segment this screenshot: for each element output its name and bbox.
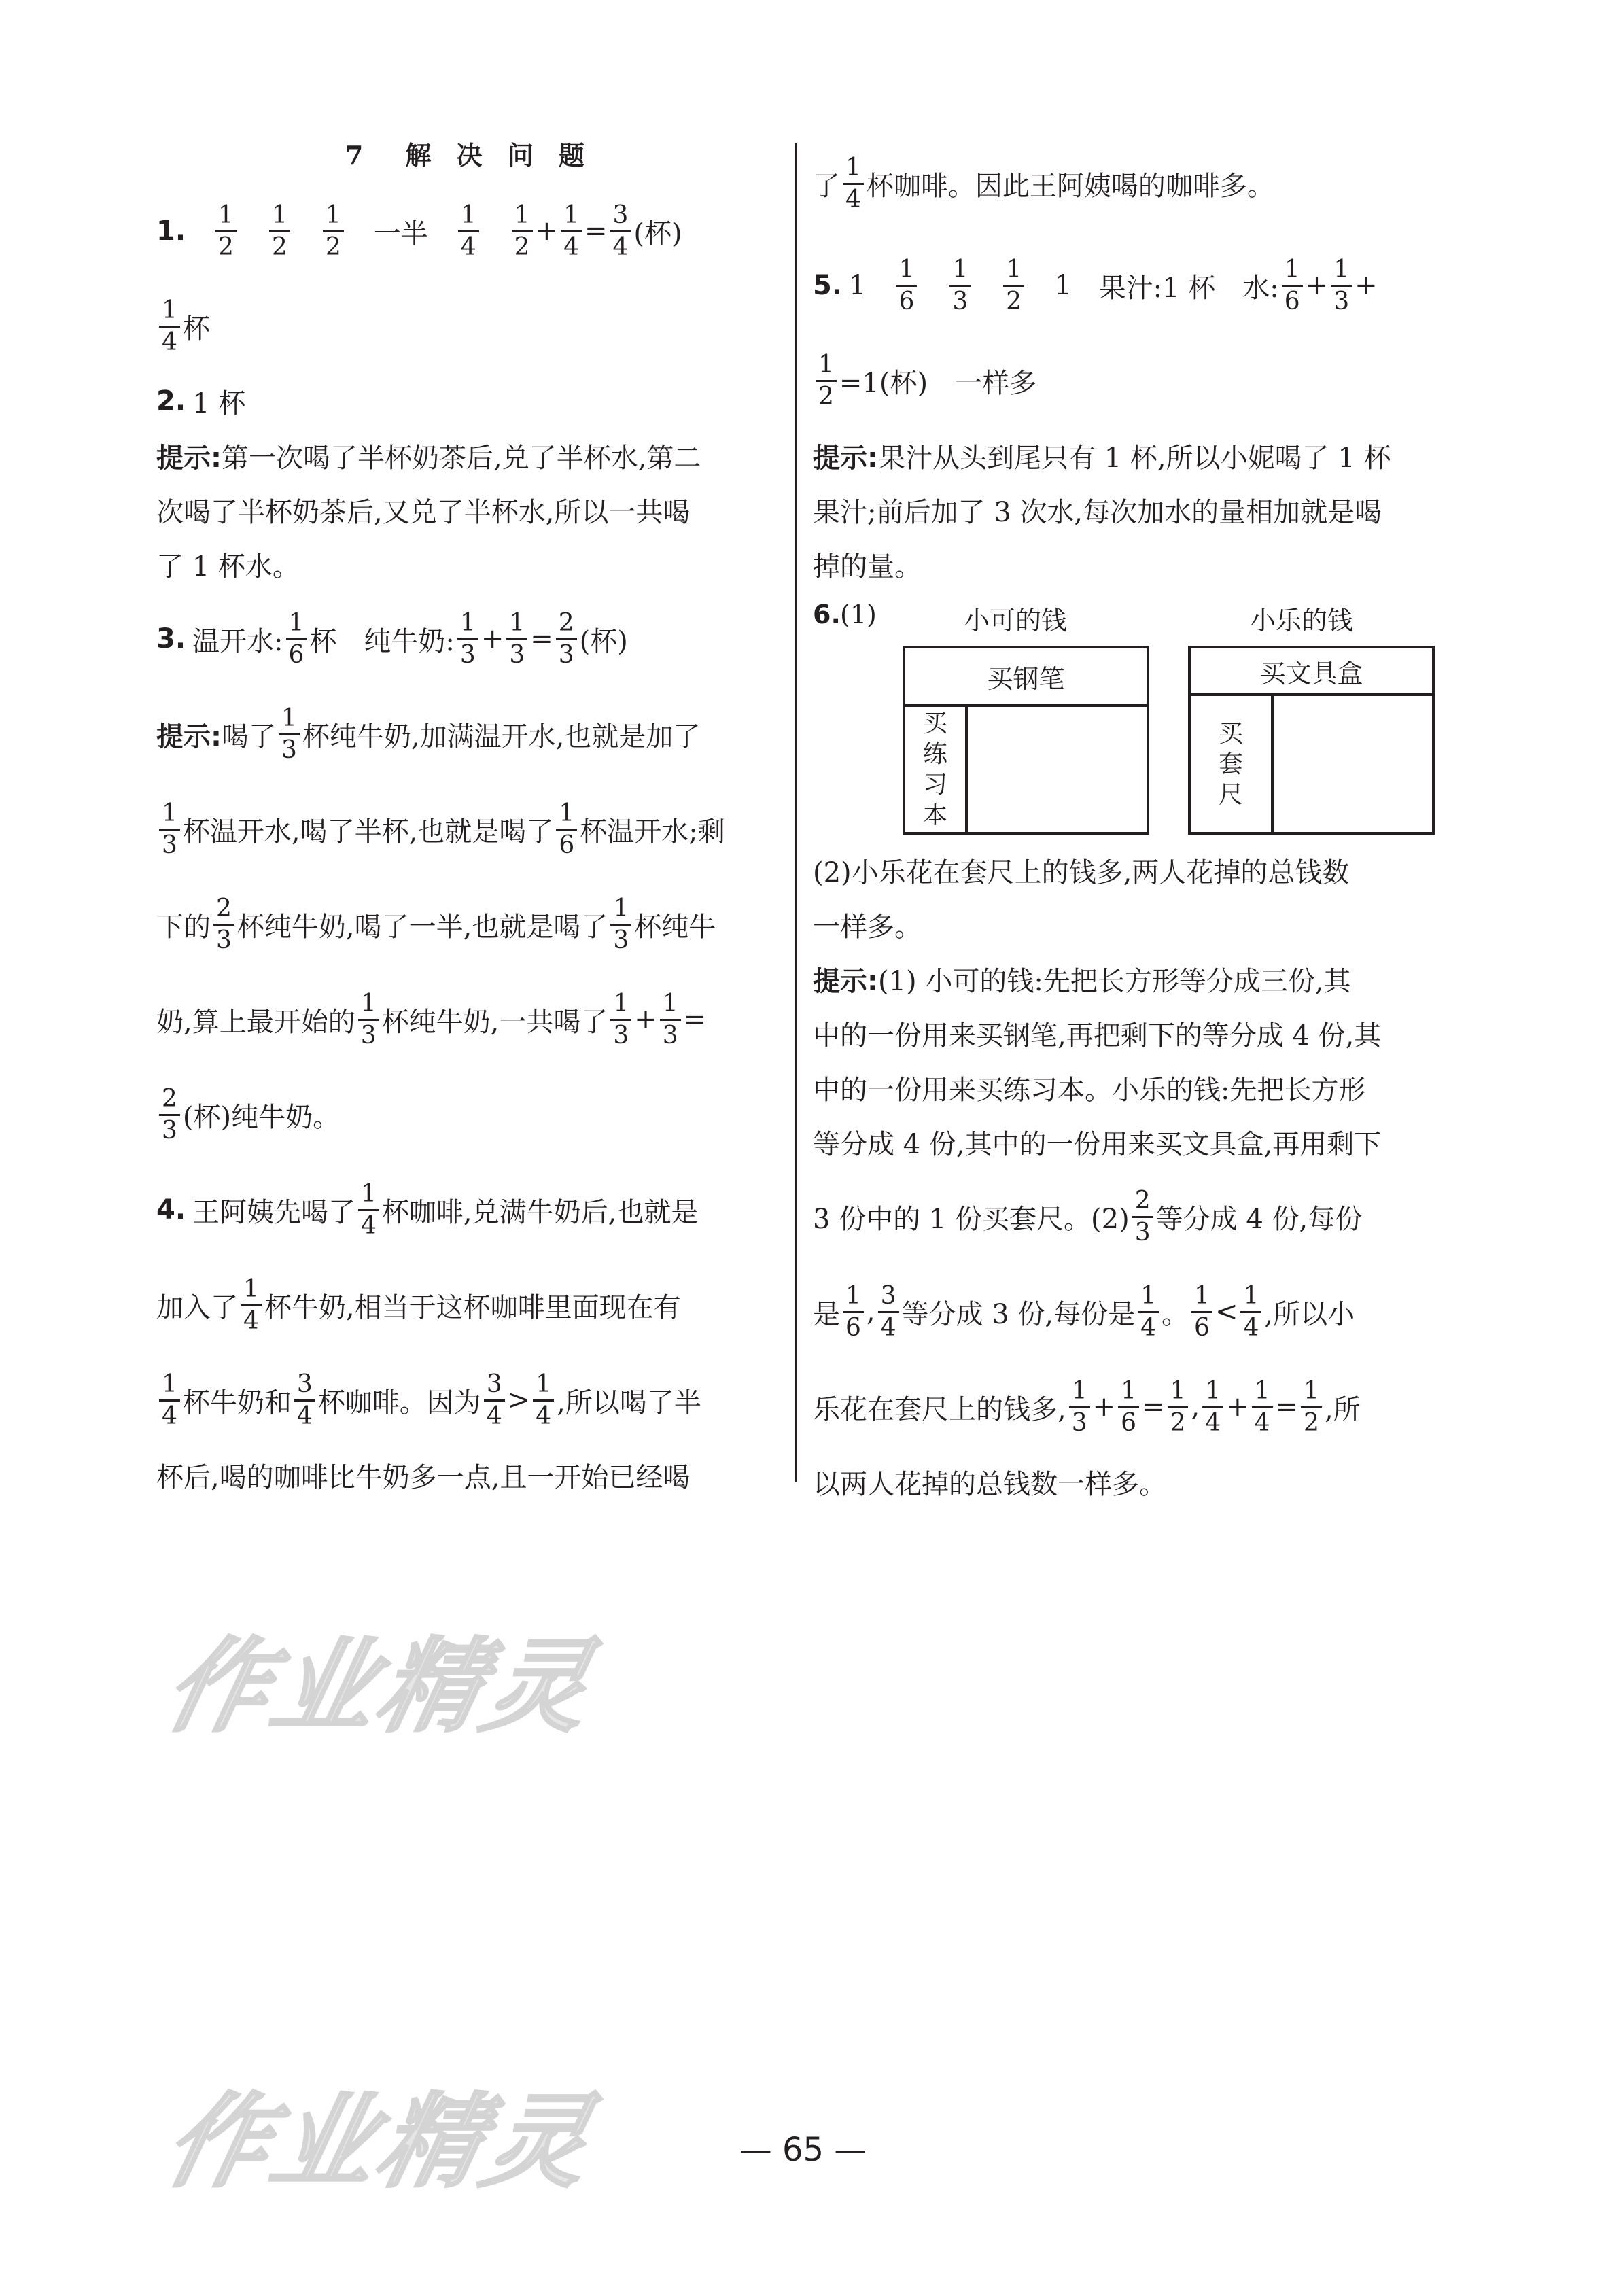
fraction: $\frac{1}{6}$ (1118, 1378, 1139, 1436)
q6-hint-1: 提示: (1) 小可的钱:先把长方形等分成三份,其 (813, 965, 1351, 997)
box-a-top: 买钢笔 (905, 648, 1147, 707)
q1-line-1: 1. $\frac{1}{2}$ $\frac{1}{2}$ $\frac{1}{2}$ 一半 $\frac{1}{4}$ $\frac{1}{2}$ + $\frac{1}{4}$ = $\frac{3}{4}$ (杯) (156, 201, 682, 261)
fraction: $\frac{1}{3}$ (457, 610, 478, 668)
fraction: $\frac{2}{3}$ (213, 896, 234, 954)
label-xiaoke: 小可的钱 (964, 606, 1068, 636)
q2-hint-2: 次喝了半杯奶茶后,又兑了半杯水,所以一共喝 (156, 496, 691, 528)
fraction: $\frac{1}{2}$ (269, 203, 290, 260)
xiaoke-rectangle (903, 646, 1149, 835)
fraction: $\frac{1}{2}$ (215, 203, 237, 260)
q5-hint-1: 提示: 果汁从头到尾只有 1 杯,所以小妮喝了 1 杯 (813, 442, 1391, 474)
fraction: $\frac{1}{2}$ (512, 203, 533, 260)
fraction: $\frac{2}{3}$ (159, 1086, 180, 1144)
q4-line-3: $\frac{1}{4}$ 杯牛奶和 $\frac{3}{4}$ 杯咖啡。因为 $\frac{3}{4}$ > $\frac{1}{4}$ ,所以喝了半 (156, 1353, 782, 1448)
fraction: $\frac{3}{4}$ (878, 1283, 899, 1341)
fraction: $\frac{1}{3}$ (159, 801, 180, 858)
q3-hint-4: 奶,算上最开始的 $\frac{1}{3}$ 杯纯牛奶,一共喝了 $\frac{1}{3}$ + $\frac{1}{3}$ = (156, 989, 707, 1049)
fraction: $\frac{1}{4}$ (533, 1372, 554, 1429)
fraction: $\frac{2}{3}$ (556, 610, 577, 668)
fraction: $\frac{1}{4}$ (843, 155, 864, 213)
q4-line-2: 加入了 $\frac{1}{4}$ 杯牛奶,相当于这杯咖啡里面现在有 (156, 1274, 681, 1335)
q2-hint-1: 提示: 第一次喝了半杯奶茶后,兑了半杯水,第二 (156, 442, 701, 474)
q3-hint-3: 下的 $\frac{2}{3}$ 杯纯牛奶,喝了一半,也就是喝了 $\frac{1}{3}$ 杯纯牛 (156, 894, 716, 954)
page-number: — 65 — (739, 2131, 867, 2169)
q5-hint-3: 掉的量。 (813, 551, 922, 582)
q4-line-5: 了 $\frac{1}{4}$ 杯咖啡。因此王阿姨喝的咖啡多。 (813, 153, 1274, 213)
left-column (156, 122, 782, 1502)
q4-line-1: 4. 王阿姨先喝了 $\frac{1}{4}$ 杯咖啡,兑满牛奶后,也就是 (156, 1179, 699, 1240)
q6-hint-3: 中的一份用来买练习本。小乐的钱:先把长方形 (813, 1074, 1366, 1106)
fraction: $\frac{1}{4}$ (159, 298, 180, 355)
q1-line-2: $\frac{1}{4}$ 杯 (156, 279, 782, 374)
q5-hint-2: 果汁;前后加了 3 次水,每次加水的量相加就是喝 (813, 496, 1382, 528)
fraction: $\frac{1}{4}$ (1202, 1378, 1223, 1436)
q6-hint-8: 以两人花掉的总钱数一样多。 (813, 1468, 1166, 1500)
fraction: $\frac{1}{2}$ (1168, 1378, 1189, 1436)
fraction: $\frac{1}{3}$ (949, 257, 971, 315)
q2-hint-3: 了 1 杯水。 (156, 551, 300, 582)
fraction: $\frac{1}{2}$ (816, 352, 837, 410)
fraction: $\frac{1}{3}$ (610, 896, 631, 954)
section-title: 7 解 决 问 题 (345, 139, 593, 171)
q3-hint-2: $\frac{1}{3}$ 杯温开水,喝了半杯,也就是喝了 $\frac{1}{6}$ 杯温开水;剩 (156, 782, 782, 877)
q6-diagrams: 6. (1) 小可的钱 小乐的钱 买钢笔 买 练 习 本 买文具盒 买 套 尺 (813, 591, 1438, 843)
q6-answer-2: 一样多。 (813, 911, 922, 943)
fraction: $\frac{2}{3}$ (1132, 1188, 1153, 1246)
fraction: $\frac{1}{2}$ (323, 203, 344, 260)
fraction: $\frac{1}{2}$ (1003, 257, 1024, 315)
fraction: $\frac{3}{4}$ (294, 1372, 315, 1429)
q2-answer: 2. 1 杯 (156, 385, 246, 419)
fraction: $\frac{1}{4}$ (241, 1276, 262, 1334)
fraction: $\frac{1}{3}$ (506, 610, 527, 668)
fraction: $\frac{1}{4}$ (1240, 1283, 1261, 1341)
box-b-top: 买文具盒 (1191, 648, 1432, 696)
q5-line-2: $\frac{1}{2}$ =1(杯) 一样多 (813, 333, 1438, 428)
fraction: $\frac{1}{4}$ (1252, 1378, 1273, 1436)
q3-hint-5: $\frac{2}{3}$ (杯)纯牛奶。 (156, 1067, 782, 1162)
fraction: $\frac{1}{6}$ (896, 257, 917, 315)
fraction: $\frac{3}{4}$ (610, 203, 631, 260)
fraction: $\frac{1}{6}$ (286, 610, 307, 668)
fraction: $\frac{1}{3}$ (358, 991, 379, 1049)
fraction: $\frac{1}{4}$ (358, 1181, 379, 1239)
q4-line-4: 杯后,喝的咖啡比牛奶多一点,且一开始已经喝 (156, 1461, 691, 1493)
q3-hint-1: 提示: 喝了 $\frac{1}{3}$ 杯纯牛奶,加满温开水,也就是加了 (156, 703, 701, 764)
q3-answer: 3. 温开水: $\frac{1}{6}$ 杯 纯牛奶: $\frac{1}{3}$ + $\frac{1}{3}$ = $\frac{2}{3}$ (杯) (156, 608, 628, 669)
fraction: $\frac{1}{6}$ (1191, 1283, 1212, 1341)
watermark-bottom: 作业精灵 (155, 2083, 605, 2202)
fraction: $\frac{1}{6}$ (1282, 257, 1303, 315)
q5-line-1: 5. 1 $\frac{1}{6}$ $\frac{1}{3}$ $\frac{1}{2}$ 1 果汁:1 杯 水: $\frac{1}{6}$ + $\frac{1}{3}$ + (813, 255, 1378, 315)
fraction: $\frac{1}{4}$ (561, 203, 582, 260)
fraction: $\frac{1}{4}$ (159, 1372, 180, 1429)
fraction: $\frac{1}{2}$ (1301, 1378, 1322, 1436)
watermark-top: 作业精灵 (155, 1628, 605, 1746)
fraction: $\frac{1}{6}$ (843, 1283, 864, 1341)
fraction: $\frac{1}{3}$ (610, 991, 631, 1049)
right-column (813, 136, 1438, 1509)
box-a-side: 买 练 习 本 (905, 707, 968, 832)
q6-hint-6: 是 $\frac{1}{6}$ , $\frac{3}{4}$ 等分成 3 份,每份是 $\frac{1}{4}$ 。 $\frac{1}{6}$ < $\frac{1}{4}$ ,所以小 (813, 1281, 1355, 1342)
q6-hint-7: 乐花在套尺上的钱多, $\frac{1}{3}$ + $\frac{1}{6}$ = $\frac{1}{2}$ , $\frac{1}{4}$ + $\frac{1}{4}$ = $\frac{1}{2}$ ,所 (813, 1376, 1361, 1437)
fraction: $\frac{3}{4}$ (484, 1372, 505, 1429)
q6-hint-2: 中的一份用来买钢笔,再把剩下的等分成 4 份,其 (813, 1020, 1382, 1051)
q6-hint-4: 等分成 4 份,其中的一份用来买文具盒,再用剩下 (813, 1128, 1382, 1160)
fraction: $\frac{1}{3}$ (1069, 1378, 1090, 1436)
box-b-side: 买 套 尺 (1191, 696, 1274, 832)
fraction: $\frac{1}{3}$ (1331, 257, 1352, 315)
q6-answer-1: (2)小乐花在套尺上的钱多,两人花掉的总钱数 (813, 856, 1350, 888)
fraction: $\frac{1}{4}$ (1138, 1283, 1159, 1341)
xiaole-rectangle (1188, 646, 1435, 835)
label-xiaole: 小乐的钱 (1250, 606, 1354, 636)
fraction: $\frac{1}{4}$ (458, 203, 479, 260)
fraction: $\frac{1}{3}$ (660, 991, 681, 1049)
column-divider (795, 143, 797, 1482)
q6-hint-5: 3 份中的 1 份买套尺。(2) $\frac{2}{3}$ 等分成 4 份,每份 (813, 1186, 1363, 1247)
fraction: $\frac{1}{3}$ (279, 706, 300, 763)
fraction: $\frac{1}{6}$ (556, 801, 577, 858)
